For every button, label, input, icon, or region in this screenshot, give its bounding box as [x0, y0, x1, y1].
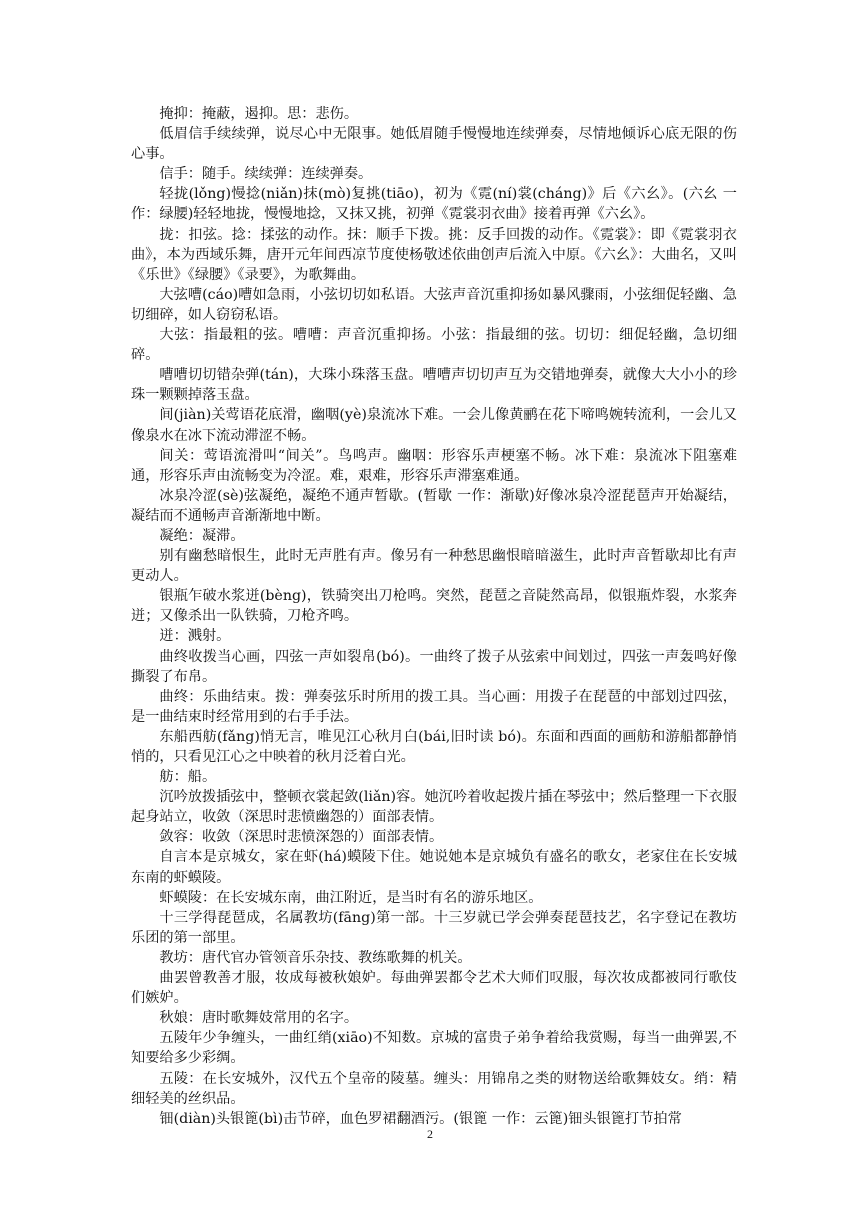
paragraph: 银瓶乍破水浆迸(bèng)，铁骑突出刀枪鸣。突然，琵琶之音陡然高昂，似银瓶炸裂，水浆奔迸；又像杀出一队铁骑，刀枪齐鸣。	[131, 588, 737, 625]
paragraph: 虾蟆陵：在长安城东南，曲江附近，是当时有名的游乐地区。	[159, 889, 543, 906]
paragraph: 凝绝：凝滞。	[159, 527, 245, 544]
paragraph: 十三学得琵琶成，名属教坊(fāng)第一部。十三岁就已学会弹奏琵琶技艺，名字登记在教坊乐团的第一部里。	[131, 909, 737, 946]
paragraph: 沉吟放拨插弦中，整顿衣裳起敛(liǎn)容。她沉吟着收起拨片插在琴弦中；然后整理一下衣服起身站立，收敛（深思时悲愤幽怨的）面部表情。	[131, 789, 737, 826]
paragraph: 拢：扣弦。捻：揉弦的动作。抹：顺手下拨。挑：反手回拨的动作。《霓裳》：即《霓裳羽衣曲》，本为西域乐舞，唐开元年间西凉节度使杨敬述依曲创声后流入中原。《六幺》：大曲名，又叫《乐世》《绿腰》《录要》，为歌舞曲。	[131, 226, 737, 283]
paragraph: 别有幽愁暗恨生，此时无声胜有声。像另有一种愁思幽恨暗暗滋生，此时声音暂歇却比有声更动人。	[131, 548, 737, 585]
paragraph: 东船西舫(fǎng)悄无言，唯见江心秋月白(bái,旧时读 bó)。东面和西面的画舫和游船都静悄悄的，只看见江心之中映着的秋月泛着白光。	[131, 728, 737, 765]
paragraph: 大弦：指最粗的弦。嘈嘈：声音沉重抑扬。小弦：指最细的弦。切切：细促轻幽，急切细碎。	[131, 327, 737, 364]
paragraph: 五陵：在长安城外，汉代五个皇帝的陵墓。缠头：用锦帛之类的财物送给歌舞妓女。绡：精细轻美的丝织品。	[131, 1070, 737, 1107]
paragraph: 轻拢(lǒng)慢捻(niǎn)抹(mò)复挑(tiāo)，初为《霓(ní)裳(cháng)》后《六幺》。(六幺 一作：绿腰)轻轻地拢，慢慢地捻，又抹又挑，初弹《霓裳羽衣曲》接着再弹《六幺》。	[131, 186, 737, 223]
paragraph: 间关：莺语流滑叫“间关”。鸟鸣声。幽咽：形容乐声梗塞不畅。冰下难：泉流冰下阻塞难通，形容乐声由流畅变为冷涩。难，艰难，形容乐声滞塞难通。	[131, 447, 737, 484]
document-body	[131, 104, 737, 1129]
paragraph: 迸：溅射。	[159, 628, 231, 645]
paragraph: 敛容：收敛（深思时悲愤深怨的）面部表情。	[159, 829, 444, 846]
paragraph: 秋娘：唐时歌舞妓常用的名字。	[159, 1010, 359, 1027]
paragraph: 低眉信手续续弹，说尽心中无限事。她低眉随手慢慢地连续弹奏，尽情地倾诉心底无限的伤心事。	[131, 126, 737, 163]
paragraph: 五陵年少争缠头，一曲红绡(xiāo)不知数。京城的富贵子弟争着给我赏赐，每当一曲弹罢,不知要给多少彩绸。	[131, 1030, 737, 1067]
paragraph: 自言本是京城女，家在虾(há)蟆陵下住。她说她本是京城负有盛名的歌女，老家住在长安城东南的虾蟆陵。	[131, 849, 737, 886]
paragraph: 教坊：唐代官办管领音乐杂技、教练歌舞的机关。	[159, 949, 472, 966]
paragraph: 曲终收拨当心画，四弦一声如裂帛(bó)。一曲终了拨子从弦索中间划过，四弦一声轰鸣好像撕裂了布帛。	[131, 648, 737, 685]
paragraph: 掩抑：掩蔽，遏抑。思：悲伤。	[159, 106, 359, 122]
paragraph: 间(jiàn)关莺语花底滑，幽咽(yè)泉流冰下难。一会儿像黄鹂在花下啼鸣婉转流利，一会儿又像泉水在冰下流动滞涩不畅。	[131, 407, 737, 444]
paragraph: 嘈嘈切切错杂弹(tán)，大珠小珠落玉盘。嘈嘈声切切声互为交错地弹奏，就像大大小小的珍珠一颗颗掉落玉盘。	[131, 367, 737, 404]
paragraph: 曲罢曾教善才服，妆成每被秋娘妒。每曲弹罢都令艺术大师们叹服，每次妆成都被同行歌伎们嫉妒。	[131, 970, 737, 1007]
paragraph: 大弦嘈(cáo)嘈如急雨，小弦切切如私语。大弦声音沉重抑扬如暴风骤雨，小弦细促轻幽、急切细碎，如人窃窃私语。	[131, 286, 737, 323]
page-number: 2	[427, 1127, 433, 1141]
paragraph: 钿(diàn)头银篦(bì)击节碎，血色罗裙翻酒污。(银篦 一作：云篦)钿头银篦打节拍常	[159, 1110, 682, 1127]
paragraph: 曲终：乐曲结束。拨：弹奏弦乐时所用的拨工具。当心画：用拨子在琵琶的中部划过四弦，是一曲结束时经常用到的右手手法。	[131, 688, 737, 725]
paragraph: 冰泉冷涩(sè)弦凝绝，凝绝不通声暂歇。(暂歇 一作：渐歇)好像冰泉冷涩琵琶声开始凝结，凝结而不通畅声音渐渐地中断。	[131, 487, 737, 524]
paragraph: 信手：随手。续续弹：连续弹奏。	[159, 166, 373, 183]
paragraph: 舫：船。	[159, 769, 217, 786]
